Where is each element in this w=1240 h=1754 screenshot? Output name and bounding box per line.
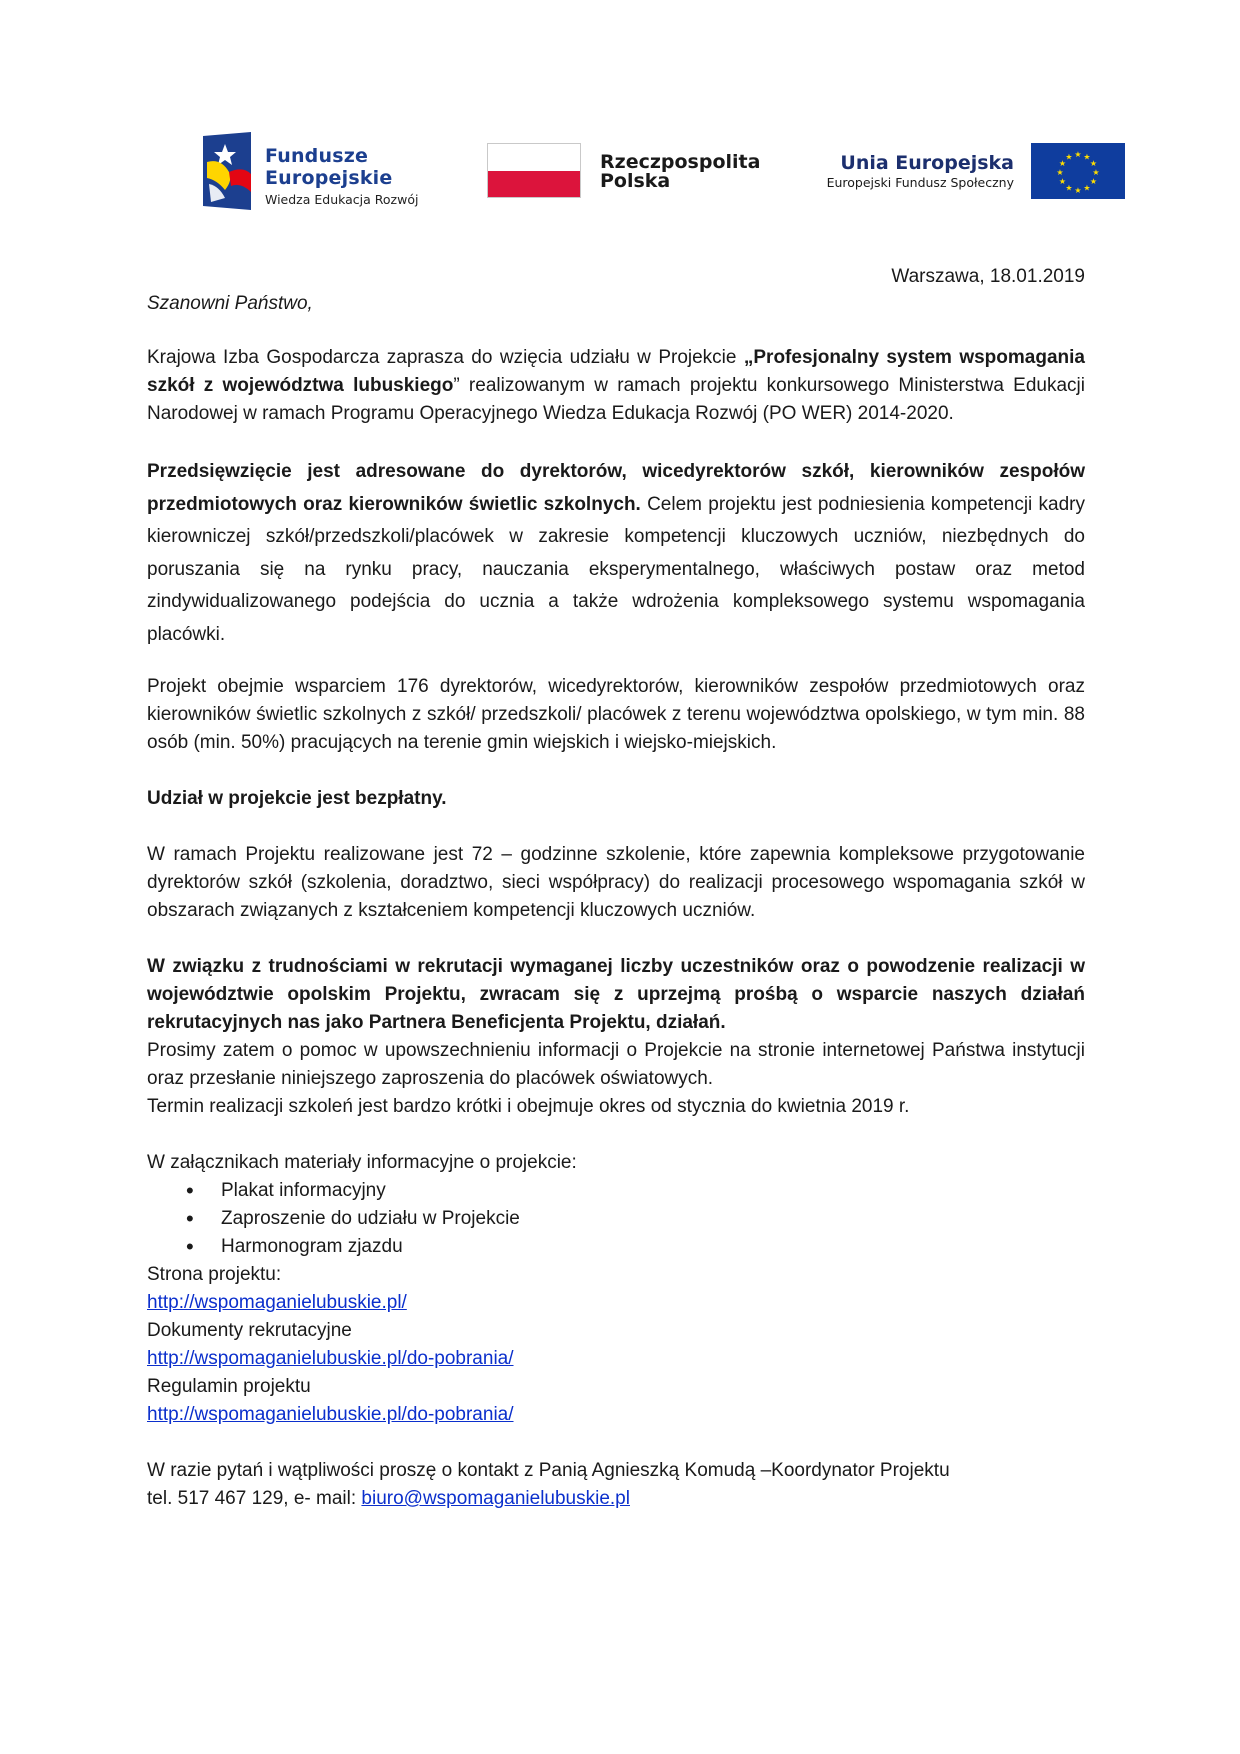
paragraph-training: W ramach Projektu realizowane jest 72 – godzinne szkolenie, które zapewnia kompleksowe przygotowanie dyrektorów szkół (szkolenia, doradztwo, sieci współpracy) do realizacji procesowego wspomagania szkół w obszarach związanych z kształceniem kompetencji kluczowych uczniów. (147, 844, 1085, 921)
paragraph-target-group (147, 456, 1085, 651)
rp-line-2: Polska (600, 170, 671, 192)
attachments-list (147, 1177, 1085, 1261)
svg-text:★: ★ (1058, 177, 1067, 186)
fe-subtitle: Wiedza Edukacja Rozwój (265, 192, 419, 207)
contact-line: W razie pytań i wątpliwości proszę o kontakt z Panią Agnieszką Komudą –Koordynator Projektu (147, 1460, 950, 1481)
polish-flag-icon (487, 143, 581, 198)
paragraph-request (147, 953, 1085, 1037)
svg-text:★: ★ (1074, 186, 1082, 195)
docs-link[interactable]: http://wspomaganielubuskie.pl/do-pobrania/ (147, 1348, 514, 1369)
contact-tel: tel. 517 467 129, e- mail: (147, 1488, 362, 1509)
paragraph-support: Projekt obejmie wsparciem 176 dyrektorów, wicedyrektorów, kierowników zespołów przedmiotowych oraz kierowników świetlic szkolnych z szkół/ przedszkoli/ placówek z terenu województwa opolskiego, w tym min. 88 osób (min. 50%) pracujących na terenie gmin wiejskich i wiejsko-miejskich. (147, 676, 1085, 753)
svg-text:★: ★ (1083, 152, 1091, 162)
paragraph-free (147, 785, 1085, 813)
attachment-item: • Harmonogram zjazdu (147, 1233, 1085, 1261)
paragraph-intro (147, 344, 1085, 428)
target-group-bold: Przedsięwzięcie jest adresowane do dyrektorów, wicedyrektorów szkół, kierowników zespołów przedmiotowych oraz kierowników świetlic szkolnych. (147, 461, 1085, 515)
svg-text:★: ★ (1083, 183, 1091, 193)
free-participation: Udział w projekcie jest bezpłatny. (147, 788, 447, 809)
rules-link[interactable]: http://wspomaganielubuskie.pl/do-pobrania/ (147, 1404, 514, 1425)
svg-text:★: ★ (1092, 168, 1100, 177)
paragraph-promotion: Prosimy zatem o pomoc w upowszechnieniu informacji o Projekcie na stronie internetowej Państwa instytucji oraz przesłanie niniejszego zaproszenia do placówek oświatowych. (147, 1040, 1085, 1089)
contact-details (147, 1485, 1085, 1513)
svg-text:★: ★ (1056, 168, 1064, 177)
letter-date: Warszawa, 18.01.2019 (891, 266, 1085, 287)
attachments-intro: W załącznikach materiały informacyjne o projekcie: (147, 1152, 577, 1173)
eu-flag-icon (1031, 143, 1125, 199)
paragraph-deadline: Termin realizacji szkoleń jest bardzo krótki i obejmuje okres od stycznia do kwietnia 2019 r. (147, 1096, 910, 1117)
intro-text-a: Krajowa Izba Gospodarcza zaprasza do wzięcia udziału w Projekcie (147, 347, 744, 368)
fe-line-1: Fundusze (265, 145, 369, 167)
site-label: Strona projektu: (147, 1264, 282, 1285)
contact-email-link[interactable]: biuro@wspomaganielubuskie.pl (361, 1488, 630, 1509)
request-bold: W związku z trudnościami w rekrutacji wymaganej liczby uczestników oraz o powodzenie realizacji w województwie opolskim Projektu, zwracam się z uprzejmą prośbą o wsparcie naszych działań rekrutacyjnych nas jako Partnera Beneficjenta Projektu, działań. (147, 956, 1085, 1033)
eu-stars-icon (1031, 143, 1125, 199)
fundusze-europejskie-emblem-icon (203, 132, 251, 210)
ue-title: Unia Europejska (840, 152, 1014, 174)
docs-label: Dokumenty rekrutacyjne (147, 1320, 352, 1341)
svg-text:★: ★ (1089, 159, 1098, 168)
project-name: „Profesjonalny system wspomagania szkół z województwa lubuskiego (147, 347, 1085, 396)
intro-text-c: ” realizowanym w ramach projektu konkursowego Ministerstwa Edukacji Narodowej w ramach Programu Operacyjnego Wiedza Edukacja Rozwój (PO WER) 2014-2020. (147, 375, 1085, 424)
attachment-item: • Plakat informacyjny (147, 1177, 1085, 1205)
project-goal-text: Celem projektu jest podniesienia kompetencji kadry kierowniczej szkół/przedszkoli/placówek w zakresie kompetencji kluczowych uczniów, niezbędnych do poruszania się na rynku pracy, nauczania eksperymentalnego, właściwych postaw oraz metod zindywidualizowanego podejścia do ucznia a także wdrożenia kompleksowego systemu wspomagania placówki. (147, 493, 1085, 645)
ue-subtitle: Europejski Fundusz Społeczny (826, 175, 1014, 190)
rp-line-1: Rzeczpospolita (600, 151, 761, 173)
svg-text:★: ★ (1089, 177, 1098, 186)
svg-text:★: ★ (1065, 152, 1073, 162)
fe-line-2: Europejskie (265, 167, 393, 189)
letter-body (147, 263, 1085, 1513)
attachment-item: • Zaproszenie do udziału w Projekcie (147, 1205, 1085, 1233)
logo-header (0, 128, 1240, 210)
svg-text:★: ★ (1058, 159, 1067, 168)
site-link[interactable]: http://wspomaganielubuskie.pl/ (147, 1292, 407, 1313)
svg-text:★: ★ (1074, 150, 1082, 159)
salutation: Szanowni Państwo, (147, 293, 313, 314)
rules-label: Regulamin projektu (147, 1376, 311, 1397)
svg-text:★: ★ (1065, 183, 1073, 193)
